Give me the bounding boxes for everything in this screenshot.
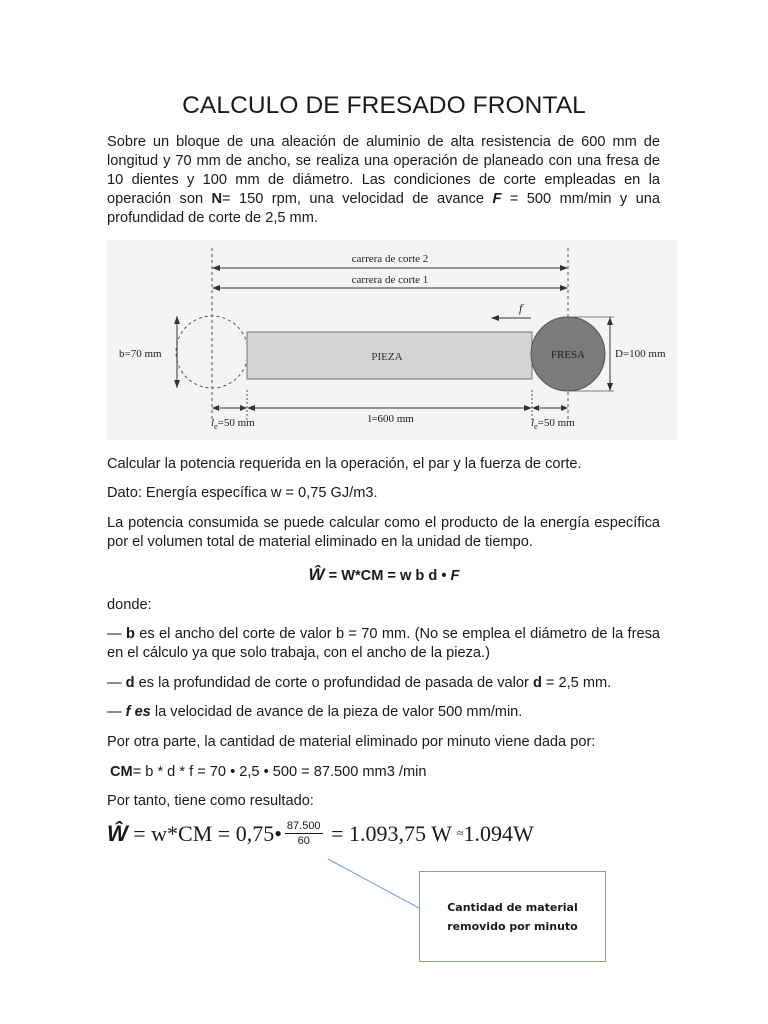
result-w-hat: Ŵ (107, 820, 128, 846)
carrera2-label: carrera de corte 2 (351, 253, 429, 265)
carrera1-label: carrera de corte 1 (351, 274, 429, 286)
result-formula (107, 820, 534, 847)
d-dimension-label: D=100 mm (615, 348, 666, 360)
callout-line-1: Cantidad de material (447, 900, 578, 914)
fresa-label: FRESA (550, 349, 586, 361)
callout-box (419, 871, 606, 962)
f-definition: — f es la velocidad de avance de la pieza de valor 500 mm/min. (107, 704, 523, 720)
intro-text-2: = 150 rpm, una velocidad de avance (222, 191, 493, 207)
result-final: 1.094W (463, 820, 534, 846)
result-eq2: = 1.093,75 W (325, 820, 457, 846)
le-right-label: $l_e=50$ mm (531, 417, 575, 431)
donde-text: donde: (107, 597, 152, 613)
feed-f-label: f (519, 301, 523, 315)
f-symbol: f es (125, 704, 151, 720)
approx-symbol: ≈ (456, 826, 464, 840)
b-definition: — b es el ancho del corte de valor b = 70 mm. (No se emplea el diámetro de la fresa en el cálculo ya que solo trabaja, con el ancho de la pieza.) (107, 626, 661, 661)
fraction-denominator: 60 (297, 835, 310, 847)
power-formula-body: = W*CM = w b d • (324, 568, 451, 584)
dato-text: Dato: Energía específica w = 0,75 GJ/m3. (107, 485, 378, 501)
page-title: CALCULO DE FRESADO FRONTAL (182, 92, 586, 119)
por-otra-text: Por otra parte, la cantidad de material eliminado por minuto viene dada por: (107, 734, 596, 750)
b-dimension-label: b=70 mm (119, 348, 162, 360)
fraction-numerator: 87.500 (286, 820, 321, 832)
milling-diagram (107, 240, 677, 440)
result-fraction (285, 820, 323, 847)
cm-formula: CM= b * d * f = 70 • 2,5 • 500 = 87.500 mm3 /min (110, 764, 427, 780)
intro-text-1: Sobre un bloque de una aleación de aluminio de alta resistencia de 600 mm de longitud y 70 mm de ancho, se realiza una operación de planeado con una fresa de 10 dientes y 100 mm de diámetro. Las condiciones de corte empleadas en la operación son (107, 134, 660, 207)
result-eq1: = w*CM = 0,75• (127, 820, 282, 846)
callout-line-2: removido por minuto (447, 919, 578, 933)
calcular-text: Calcular la potencia requerida en la operación, el par y la fuerza de corte. (107, 456, 582, 472)
intro-paragraph (107, 133, 660, 228)
le-left-label: $l_e=50$ mm (211, 417, 255, 431)
potencia-paragraph: La potencia consumida se puede calcular como el producto de la energía específica por el volumen total de material eliminado en la unidad de tiempo. (107, 515, 660, 550)
por-tanto-text: Por tanto, tiene como resultado: (107, 793, 314, 809)
w-hat-symbol: Ŵ (308, 565, 325, 584)
cm-symbol: CM (110, 764, 133, 780)
b-symbol: b (125, 626, 135, 642)
pieza-label: PIEZA (371, 351, 403, 363)
d-symbol: d (125, 675, 135, 691)
power-formula (0, 565, 768, 585)
d-definition: — d es la profundidad de corte o profundidad de pasada de valor d = 2,5 mm. (107, 675, 612, 691)
intro-n-symbol: N (211, 191, 223, 207)
intro-text-3: = 500 mm/min y una profundidad de corte de 2,5 mm. (107, 191, 660, 226)
power-formula-f: F (450, 568, 460, 584)
intro-f-symbol: F (492, 191, 502, 207)
l-length-label: l=600 mm (368, 413, 414, 425)
